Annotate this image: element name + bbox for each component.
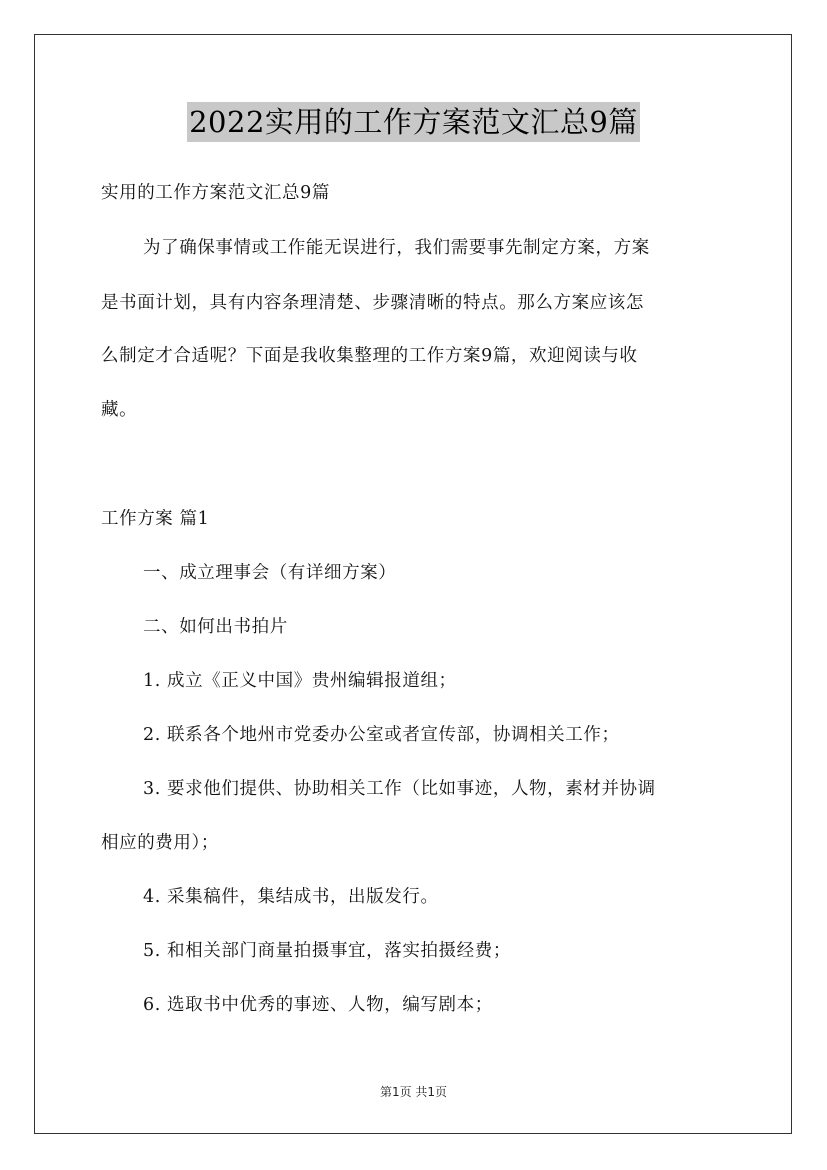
- intro-line: 是书面计划，具有内容条理清楚、步骤清晰的特点。那么方案应该怎: [101, 293, 644, 313]
- intro-line: 藏。: [101, 400, 138, 420]
- subtitle: 实用的工作方案范文汇总9篇: [101, 183, 330, 203]
- list-item: 2. 联系各个地州市党委办公室或者宣传部，协调相关工作；: [143, 725, 620, 745]
- list-item: 一、成立理事会（有详细方案）: [143, 563, 397, 583]
- list-item-continuation: 相应的费用）；: [101, 833, 219, 853]
- intro-line: 为了确保事情或工作能无误进行，我们需要事先制定方案，方案: [143, 238, 650, 258]
- section-heading: 工作方案 篇1: [101, 509, 210, 529]
- list-item: 5. 和相关部门商量拍摄事宜，落实拍摄经费；: [143, 941, 511, 961]
- document-title: 2022实用的工作方案范文汇总9篇: [187, 102, 640, 142]
- list-item: 6. 选取书中优秀的事迹、人物，编写剧本；: [143, 995, 493, 1015]
- list-item: 4. 采集稿件，集结成书，出版发行。: [143, 887, 439, 907]
- title-container: [0, 102, 827, 142]
- list-item: 3. 要求他们提供、协助相关工作（比如事迹，人物，素材并协调: [143, 779, 656, 799]
- intro-line: 么制定才合适呢？下面是我收集整理的工作方案9篇，欢迎阅读与收: [101, 346, 638, 366]
- list-item: 二、如何出书拍片: [143, 617, 288, 637]
- list-item: 1. 成立《正义中国》贵州编辑报道组；: [143, 671, 457, 691]
- page-footer: 第1页 共1页: [379, 1085, 448, 1099]
